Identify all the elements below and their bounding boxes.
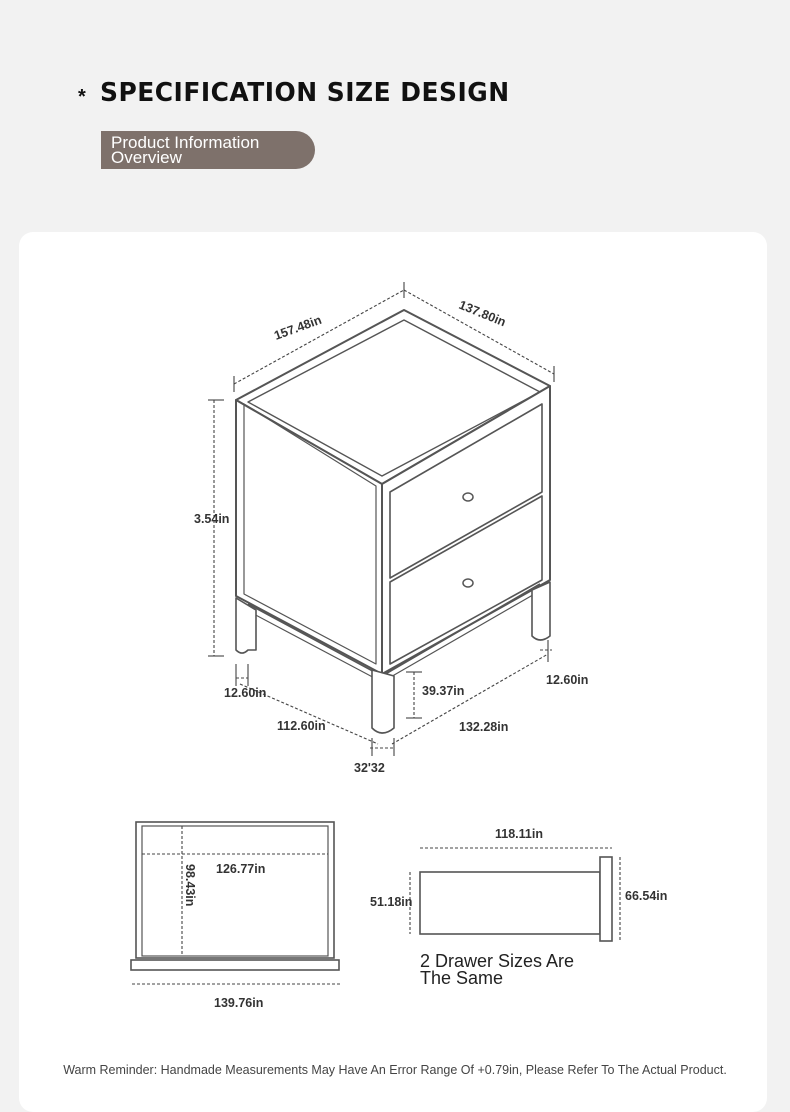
- dim-top-right: 137.80in: [456, 297, 508, 330]
- front-view-drawing: [131, 822, 339, 970]
- drawer-knob-bottom: [463, 579, 473, 587]
- dim-leg-width: 32'32: [354, 761, 385, 775]
- product-info-badge-label: Product Information Overview: [111, 133, 260, 167]
- dim-height: 3.54in: [194, 512, 230, 526]
- dim-leg-height: 39.37in: [422, 684, 465, 698]
- dim-foot-left: 12.60in: [224, 686, 267, 700]
- dim-bottom-right: 132.28in: [459, 720, 509, 734]
- drawer-knob-top: [463, 493, 473, 501]
- drawer-side-drawing: [420, 857, 612, 941]
- dim-front-inner-width: 126.77in: [216, 862, 266, 876]
- page-title: SPECIFICATION SIZE DESIGN: [100, 78, 510, 108]
- dim-drawer-body-height: 51.18in: [370, 895, 413, 909]
- dim-drawer-depth: 118.11in: [495, 827, 543, 841]
- leg-right: [532, 582, 550, 640]
- drawer-caption: 2 Drawer Sizes Are The Same: [420, 951, 575, 988]
- warm-reminder: Warm Reminder: Handmade Measurements May Have An Error Range Of +0.79in, Please Refer To The Actual Product.: [63, 1063, 727, 1077]
- dim-front-base-width: 139.76in: [214, 996, 264, 1010]
- dim-bottom-left: 112.60in: [277, 719, 326, 733]
- dim-foot-right: 12.60in: [546, 673, 589, 687]
- nightstand-illustration: [236, 310, 550, 733]
- leg-front: [372, 670, 394, 733]
- dim-top-left: 157.48in: [272, 312, 324, 343]
- dim-front-height: 98.43in: [183, 864, 197, 907]
- title-marker: *: [78, 86, 86, 108]
- dim-drawer-front-height: 66.54in: [625, 889, 668, 903]
